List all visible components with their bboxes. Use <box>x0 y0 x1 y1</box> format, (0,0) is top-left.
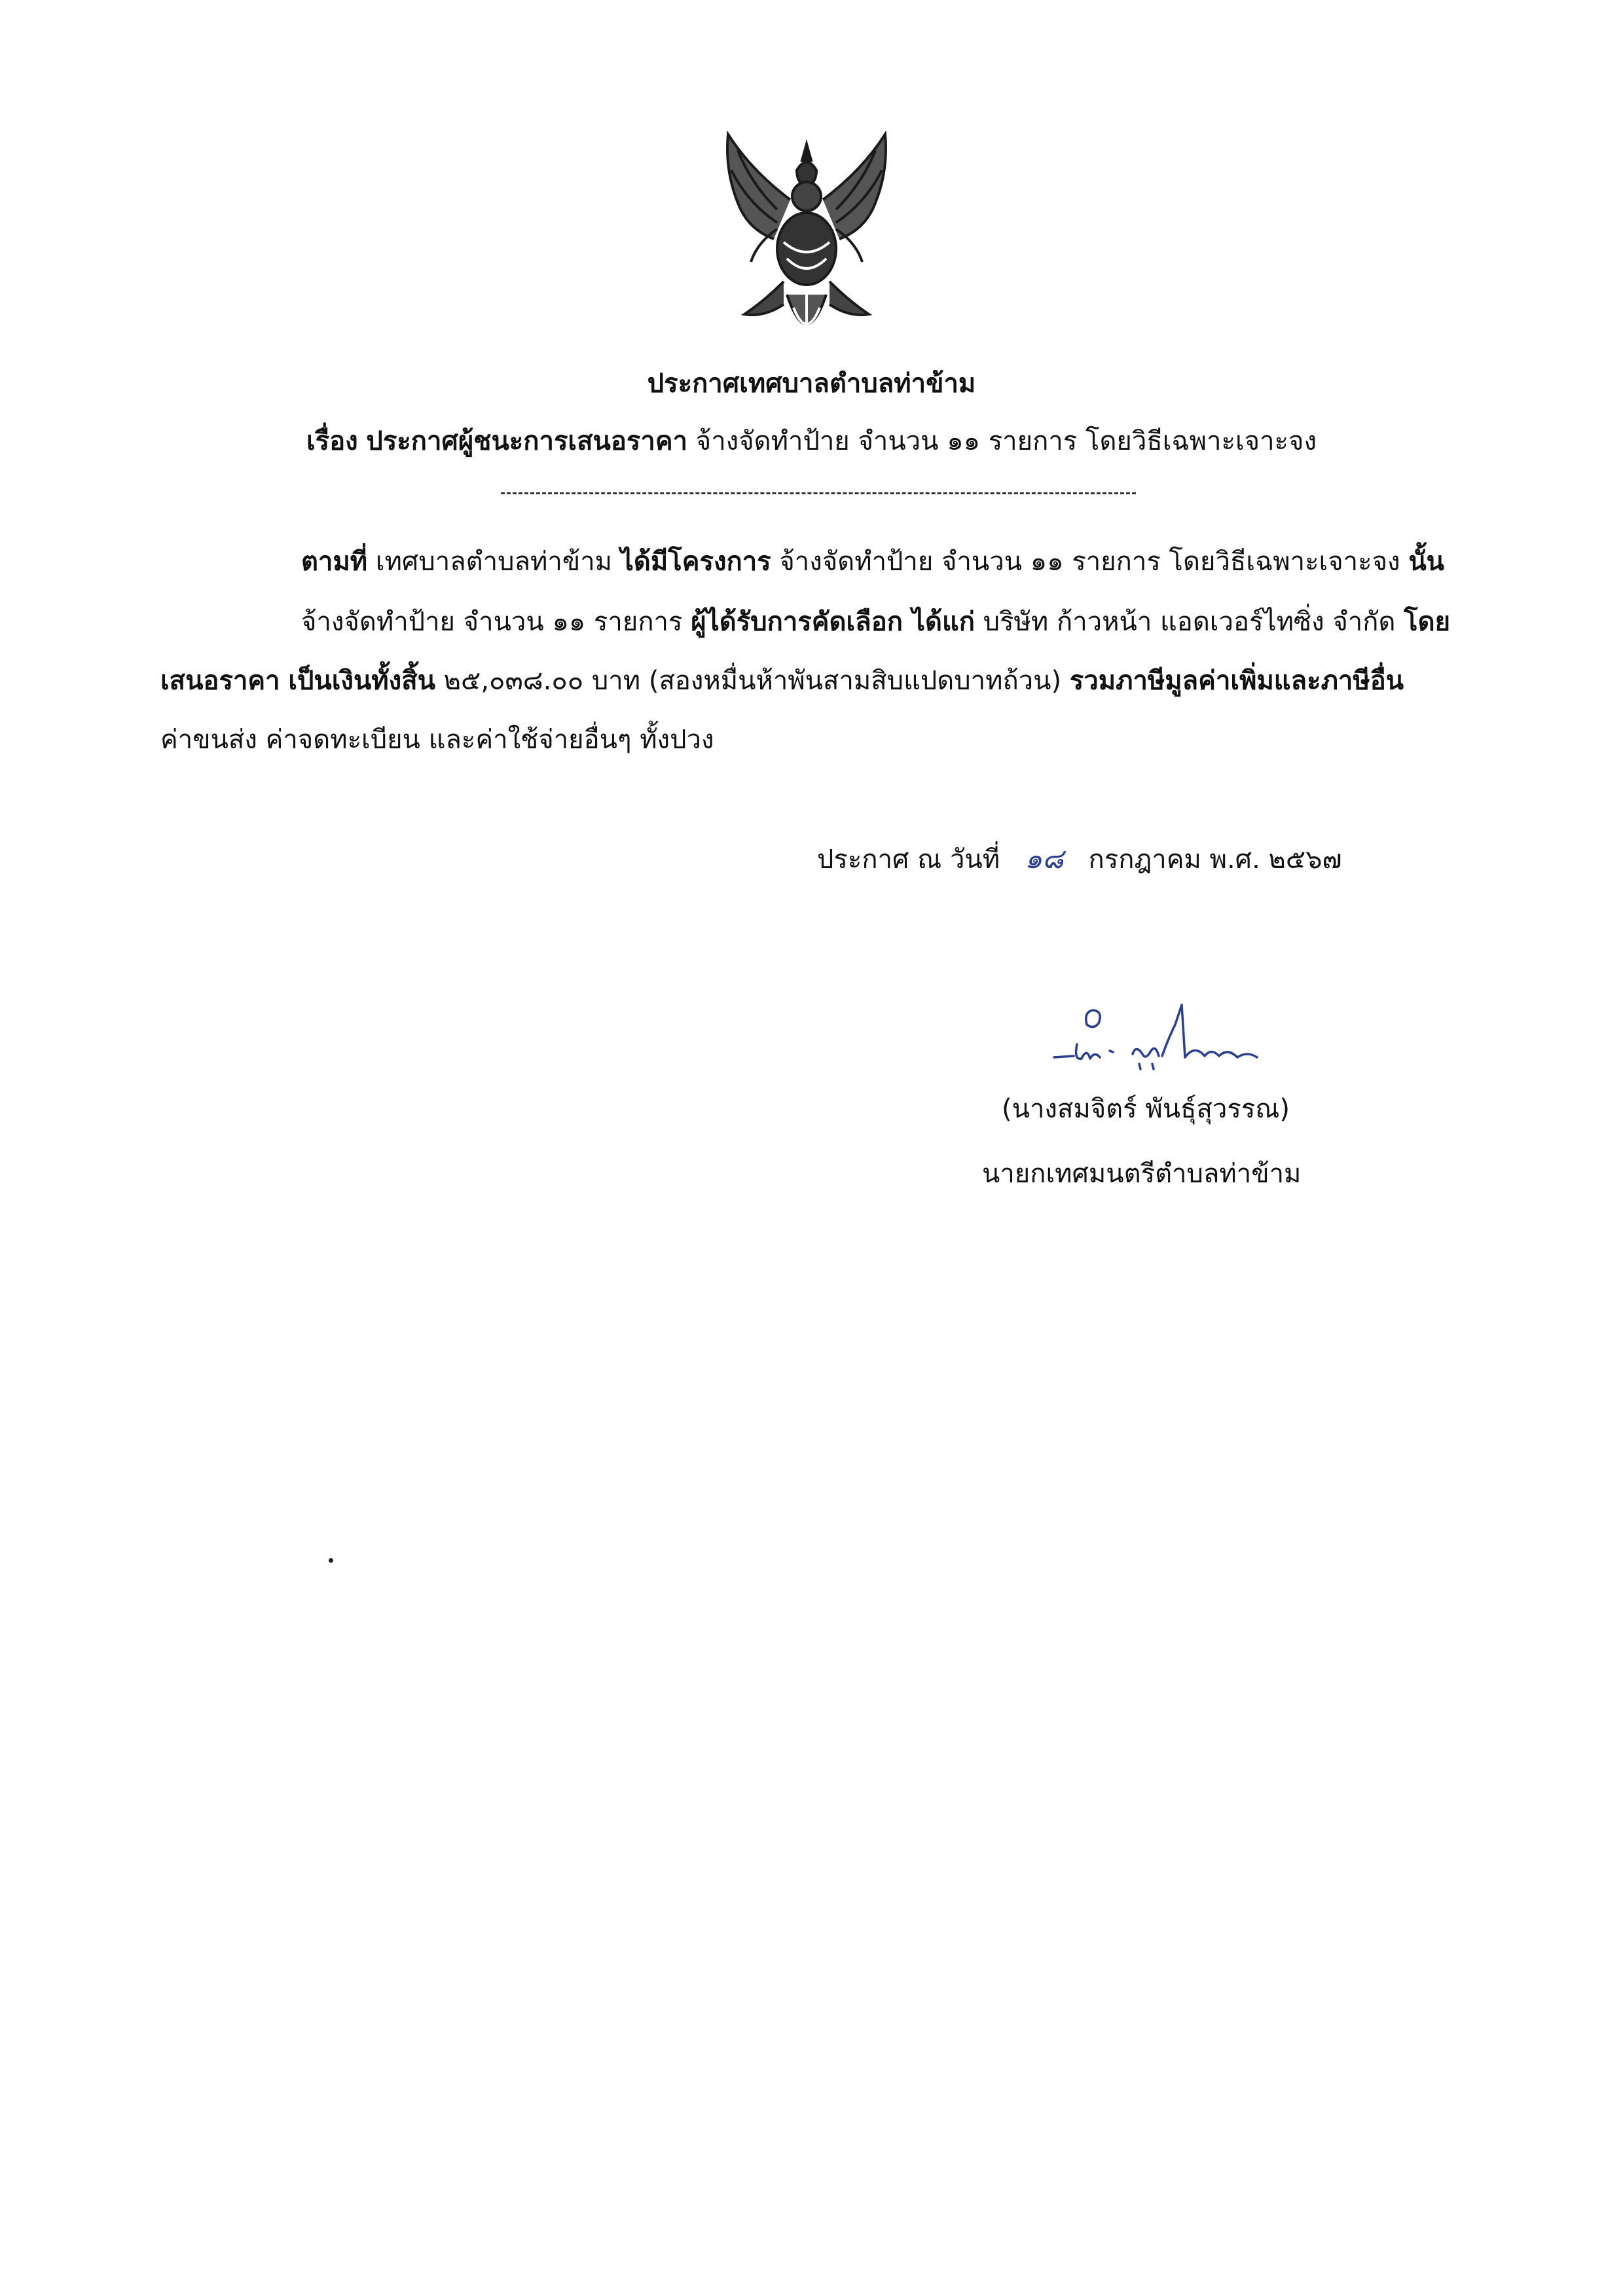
body-line-2 <box>301 604 1450 640</box>
body-l3-a: เสนอราคา <box>160 666 280 696</box>
announcement-date <box>817 841 1342 878</box>
stray-dot <box>329 1558 333 1563</box>
body-l1-a: ตามที่ <box>301 547 368 577</box>
subject-rest: จ้างจัดทำป้าย จำนวน ๑๑ รายการ โดยวิธีเฉพาะเจาะจง <box>695 426 1317 456</box>
signer-position: นายกเทศมนตรีตำบลท่าข้าม <box>982 1159 1302 1189</box>
body-l3-d: รวมภาษีมูลค่าเพิ่มและภาษีอื่น <box>1069 666 1404 696</box>
date-prefix: ประกาศ ณ วันที่ <box>817 845 1000 875</box>
body-l1-e: นั้น <box>1408 547 1444 577</box>
body-l2-a: จ้างจัดทำป้าย จำนวน ๑๑ รายการ <box>301 607 683 637</box>
subject-label: เรื่อง <box>306 426 358 456</box>
body-l2-b: ผู้ได้รับการคัดเลือก ได้แก่ <box>691 607 975 637</box>
body-l3-c: ๒๕,๐๓๘.๐๐ บาท (สองหมื่นห้าพันสามสิบแปดบาทถ้วน) <box>443 666 1062 696</box>
body-line-4: ค่าขนส่ง ค่าจดทะเบียน และค่าใช้จ่ายอื่นๆ ทั้งปวง <box>160 725 714 755</box>
document-subject <box>0 423 1623 460</box>
date-month-year: กรกฎาคม พ.ศ. ๒๕๖๗ <box>1088 845 1342 875</box>
garuda-emblem-icon <box>712 131 902 360</box>
signer-name: (นางสมจิตร์ พันธุ์สุวรรณ) <box>1002 1094 1290 1124</box>
body-line-3 <box>160 663 1404 699</box>
handwritten-signature <box>1048 998 1270 1084</box>
subject-bold: ประกาศผู้ชนะการเสนอราคา <box>366 426 688 456</box>
body-l1-c: ได้มีโครงการ <box>620 547 771 577</box>
body-l2-c: บริษัท ก้าวหน้า แอดเวอร์ไทซิ่ง จำกัด <box>983 607 1396 637</box>
date-day: ๑๘ <box>1025 843 1064 875</box>
heading-divider <box>501 492 1136 494</box>
body-l1-b: เทศบาลตำบลท่าข้าม <box>375 547 613 577</box>
body-l2-d: โดย <box>1404 607 1451 637</box>
document-issuer: ประกาศเทศบาลตำบลท่าข้าม <box>647 369 976 399</box>
body-l1-d: จ้างจัดทำป้าย จำนวน ๑๑ รายการ โดยวิธีเฉพาะเจาะจง <box>779 547 1400 577</box>
body-l3-b: เป็นเงินทั้งสิ้น <box>288 666 435 696</box>
body-line-1 <box>301 543 1444 580</box>
